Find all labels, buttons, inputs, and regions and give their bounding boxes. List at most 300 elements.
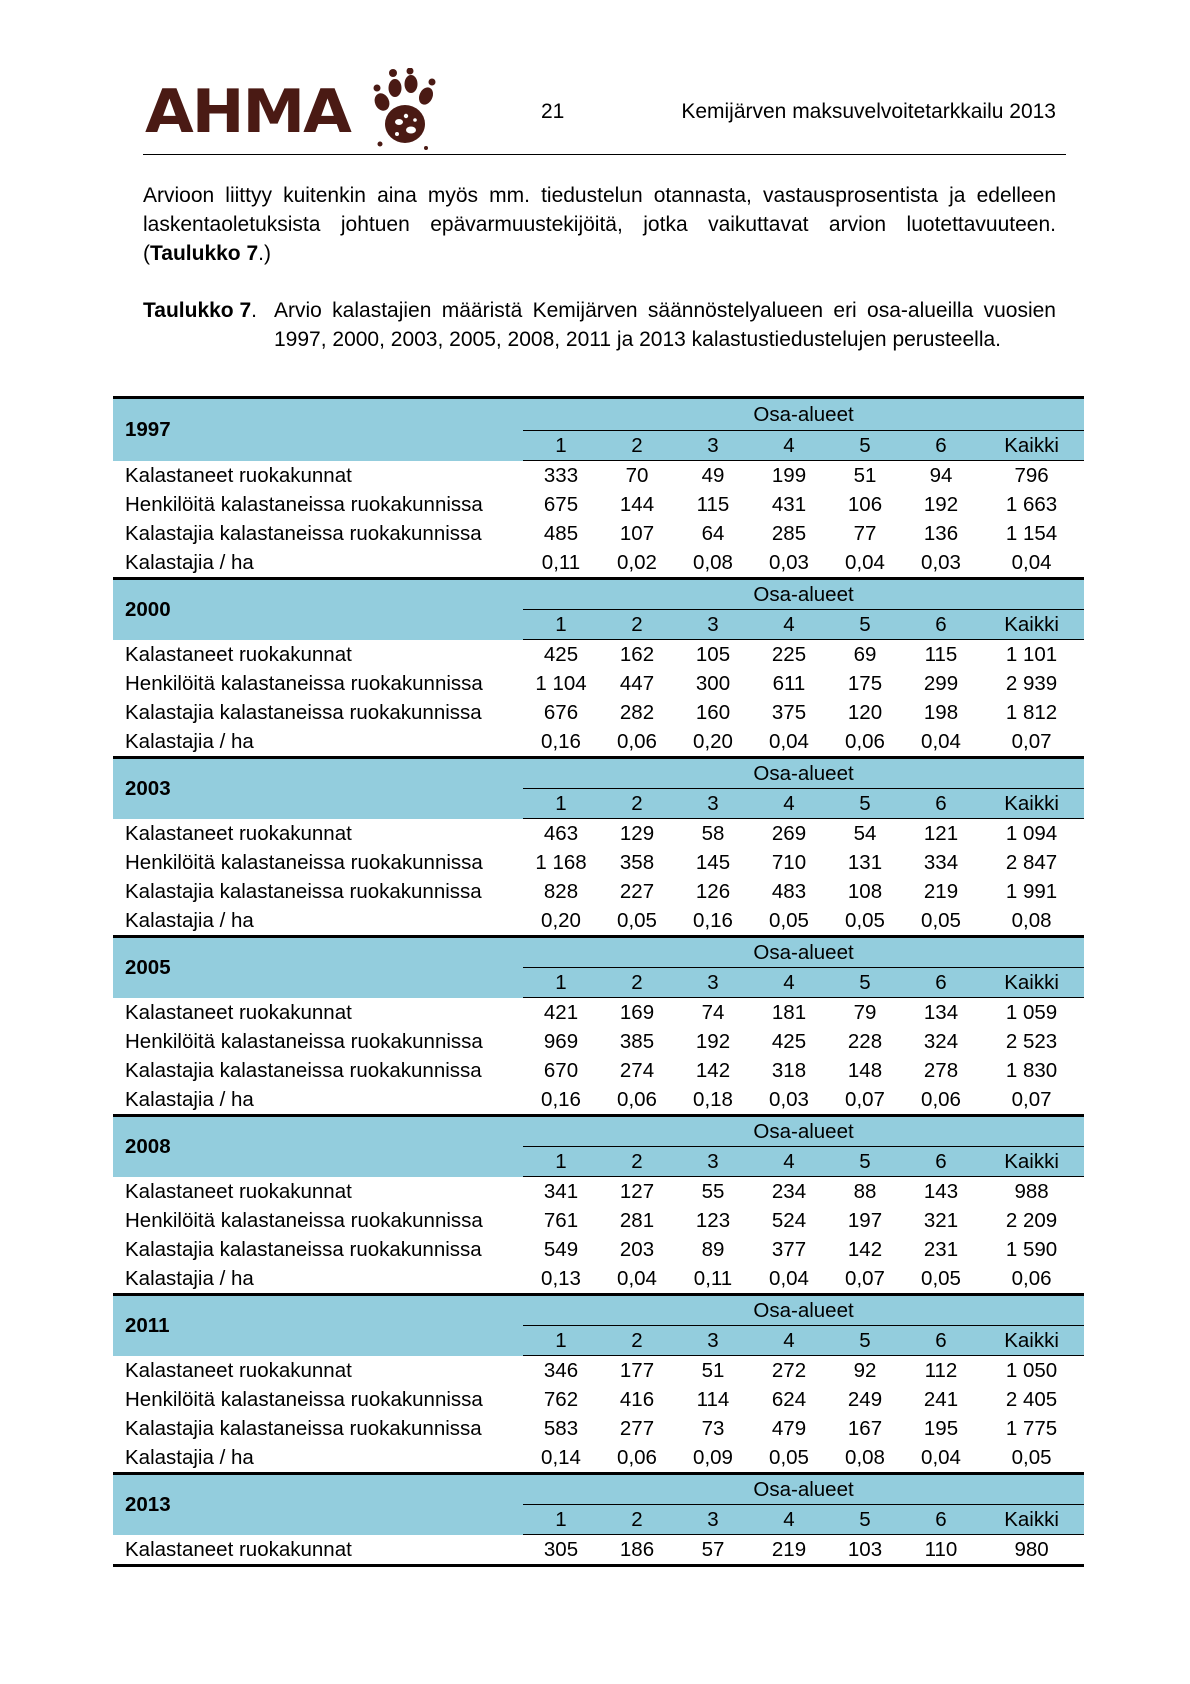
table-cell: 249	[847, 1388, 883, 1411]
column-header: 4	[751, 610, 827, 640]
table-row	[113, 698, 1084, 727]
row-label: Kalastajia / ha	[125, 730, 254, 753]
table-row	[113, 1027, 1084, 1056]
group-label: Osa-alueet	[523, 1295, 1084, 1326]
column-header: 6	[903, 1505, 979, 1535]
table-cell: 69	[853, 643, 877, 666]
table-cell: 321	[923, 1209, 959, 1232]
table-cell: 0,05	[769, 909, 809, 932]
table-cell: 64	[701, 522, 725, 545]
table-cell: 1 050	[1005, 1359, 1058, 1382]
table-row	[113, 1414, 1084, 1443]
table-row	[113, 1535, 1084, 1566]
column-header: 5	[827, 1326, 903, 1356]
table-cell: 0,04	[769, 1267, 809, 1290]
column-header: Kaikki	[979, 1505, 1084, 1535]
table-row	[113, 1356, 1084, 1386]
table-cell: 0,04	[845, 551, 885, 574]
row-label: Henkilöitä kalastaneissa ruokakunnissa	[125, 1030, 483, 1053]
column-header: 5	[827, 610, 903, 640]
column-header: 1	[523, 431, 599, 461]
table-cell: 0,06	[845, 730, 885, 753]
table-cell: 318	[771, 1059, 807, 1082]
column-header: 4	[751, 789, 827, 819]
table-cell: 0,06	[921, 1088, 961, 1111]
table-cell: 51	[701, 1359, 725, 1382]
table-cell: 980	[979, 1535, 1084, 1566]
table-row	[113, 727, 1084, 758]
column-header: Kaikki	[979, 789, 1084, 819]
row-label: Kalastajia / ha	[125, 1088, 254, 1111]
row-label: Kalastajia kalastaneissa ruokakunnissa	[125, 522, 482, 545]
row-label: Kalastaneet ruokakunnat	[125, 463, 352, 487]
table-cell: 142	[695, 1059, 731, 1082]
table-cell: 425	[543, 643, 579, 666]
column-header: 2	[599, 1147, 675, 1177]
table-cell: 105	[695, 643, 731, 666]
table-row	[113, 1206, 1084, 1235]
table-cell: 106	[847, 493, 883, 516]
table-row	[113, 848, 1084, 877]
table-cell: 447	[619, 672, 655, 695]
table-cell: 416	[619, 1388, 655, 1411]
table-cell: 136	[923, 522, 959, 545]
table-cell: 0,06	[617, 1088, 657, 1111]
column-header: 6	[903, 968, 979, 998]
table-cell: 108	[847, 880, 883, 903]
data-table	[113, 396, 1084, 1567]
table-cell: 73	[701, 1417, 725, 1440]
table-cell: 197	[847, 1209, 883, 1232]
table-cell: 0,16	[541, 730, 581, 753]
table-cell: 2 523	[1005, 1030, 1058, 1053]
table-row	[113, 548, 1084, 579]
fishers-table	[113, 396, 1084, 1567]
table-cell: 129	[619, 822, 655, 845]
table-cell: 195	[923, 1417, 959, 1440]
table-cell: 175	[847, 672, 883, 695]
table-cell: 0,09	[693, 1446, 733, 1469]
block-header-row	[113, 1474, 1084, 1505]
table-cell: 269	[771, 822, 807, 845]
table-cell: 199	[771, 464, 807, 487]
logo-text: AHMA	[145, 76, 350, 147]
table-cell: 79	[853, 1001, 877, 1024]
column-header: 6	[903, 1326, 979, 1356]
table-cell: 1 168	[535, 851, 587, 874]
table-cell: 305	[523, 1535, 599, 1566]
column-header: 4	[751, 1326, 827, 1356]
table-cell: 192	[695, 1030, 731, 1053]
table-cell: 1 094	[1005, 822, 1058, 845]
table-cell: 0,07	[1011, 1088, 1052, 1111]
table-cell: 0,03	[921, 551, 961, 574]
table-cell: 0,03	[769, 1088, 809, 1111]
table-row	[113, 669, 1084, 698]
column-header: 4	[751, 1147, 827, 1177]
table-cell: 198	[923, 701, 959, 724]
table-cell: 333	[543, 464, 579, 487]
table-cell: 181	[771, 1001, 807, 1024]
table-cell: 1 104	[535, 672, 587, 695]
table-cell: 0,04	[921, 730, 961, 753]
table-cell: 1 775	[1005, 1417, 1058, 1440]
table-cell: 0,11	[541, 551, 581, 574]
table-cell: 463	[543, 822, 579, 845]
table-cell: 162	[619, 643, 655, 666]
column-header: 5	[827, 431, 903, 461]
table-cell: 120	[847, 701, 883, 724]
table-cell: 0,16	[693, 909, 733, 932]
table-cell: 227	[619, 880, 655, 903]
column-header: Kaikki	[979, 431, 1084, 461]
table-row	[113, 640, 1084, 670]
table-row	[113, 998, 1084, 1028]
table-row	[113, 461, 1084, 491]
table-row	[113, 1177, 1084, 1207]
table-cell: 0,05	[1011, 1446, 1052, 1469]
column-header: 1	[523, 789, 599, 819]
table-cell: 285	[771, 522, 807, 545]
table-cell: 0,03	[769, 551, 809, 574]
column-header: Kaikki	[979, 1326, 1084, 1356]
table-cell: 1 830	[1005, 1059, 1058, 1082]
table-cell: 167	[847, 1417, 883, 1440]
table-cell: 110	[903, 1535, 979, 1566]
group-label: Osa-alueet	[523, 579, 1084, 610]
table-cell: 324	[923, 1030, 959, 1053]
table-cell: 144	[619, 493, 655, 516]
column-header: 3	[675, 431, 751, 461]
table-cell: 377	[771, 1238, 807, 1261]
column-header: 4	[751, 968, 827, 998]
block-year: 2013	[113, 1474, 523, 1535]
table-cell: 121	[923, 822, 959, 845]
table-cell: 1 154	[1005, 522, 1058, 545]
table-cell: 142	[847, 1238, 883, 1261]
table-cell: 0,05	[921, 909, 961, 932]
block-header-row	[113, 1295, 1084, 1326]
block-year: 2011	[113, 1295, 523, 1356]
table-cell: 611	[772, 672, 806, 695]
table-cell: 0,05	[921, 1267, 961, 1290]
table-cell: 0,20	[541, 909, 581, 932]
paw-icon	[368, 68, 438, 154]
column-header: 2	[599, 789, 675, 819]
table-cell: 0,06	[617, 730, 657, 753]
row-label: Kalastajia kalastaneissa ruokakunnissa	[125, 1059, 482, 1082]
table-cell: 483	[771, 880, 807, 903]
row-label: Kalastajia kalastaneissa ruokakunnissa	[125, 1238, 482, 1261]
row-label: Kalastaneet ruokakunnat	[125, 1000, 352, 1024]
table-cell: 796	[1014, 464, 1049, 487]
row-label: Henkilöitä kalastaneissa ruokakunnissa	[125, 1209, 483, 1232]
table-cell: 89	[701, 1238, 725, 1261]
table-cell: 828	[543, 880, 579, 903]
table-row	[113, 1235, 1084, 1264]
table-row	[113, 906, 1084, 937]
table-row	[113, 1385, 1084, 1414]
table-cell: 675	[543, 493, 579, 516]
table-cell: 131	[847, 851, 883, 874]
table-row	[113, 1264, 1084, 1295]
table-cell: 219	[751, 1535, 827, 1566]
table-cell: 231	[923, 1238, 959, 1261]
table-row	[113, 819, 1084, 849]
table-cell: 0,07	[845, 1088, 885, 1111]
table-cell: 228	[847, 1030, 883, 1053]
table-cell: 241	[923, 1388, 959, 1411]
block-header-row	[113, 579, 1084, 610]
table-cell: 0,08	[845, 1446, 885, 1469]
table-cell: 334	[923, 851, 959, 874]
row-label: Kalastajia / ha	[125, 1446, 254, 1469]
table-cell: 0,07	[845, 1267, 885, 1290]
caption-label-text: Taulukko 7	[143, 299, 252, 322]
column-header: 3	[675, 1505, 751, 1535]
table-cell: 0,18	[693, 1088, 733, 1111]
row-label: Kalastajia / ha	[125, 909, 254, 932]
table-cell: 299	[923, 672, 959, 695]
table-cell: 0,04	[769, 730, 809, 753]
group-label: Osa-alueet	[523, 758, 1084, 789]
table-cell: 192	[923, 493, 959, 516]
table-cell: 375	[771, 701, 807, 724]
table-cell: 55	[701, 1180, 725, 1203]
table-cell: 77	[853, 522, 877, 545]
table-cell: 186	[599, 1535, 675, 1566]
table-row	[113, 1443, 1084, 1474]
table-cell: 177	[619, 1359, 655, 1382]
table-cell: 0,06	[1011, 1267, 1052, 1290]
table-cell: 0,08	[1011, 909, 1052, 932]
table-cell: 127	[619, 1180, 655, 1203]
table-cell: 103	[827, 1535, 903, 1566]
table-cell: 762	[543, 1388, 579, 1411]
table-cell: 70	[625, 464, 649, 487]
column-header: 5	[827, 968, 903, 998]
block-year: 1997	[113, 398, 523, 461]
caption-label-dot: .	[251, 299, 257, 322]
table-row	[113, 1085, 1084, 1116]
table-cell: 54	[853, 822, 877, 845]
table-cell: 300	[695, 672, 731, 695]
column-header: Kaikki	[979, 610, 1084, 640]
table-cell: 281	[619, 1209, 655, 1232]
column-header: 2	[599, 1505, 675, 1535]
column-header: 5	[827, 789, 903, 819]
table-cell: 274	[619, 1059, 655, 1082]
table-row	[113, 1056, 1084, 1085]
table-cell: 94	[929, 464, 953, 487]
table-cell: 123	[695, 1209, 731, 1232]
block-year: 2005	[113, 937, 523, 998]
table-cell: 524	[771, 1209, 807, 1232]
column-header: 1	[523, 1147, 599, 1177]
group-label: Osa-alueet	[523, 398, 1084, 431]
table-cell: 225	[771, 643, 807, 666]
column-header: 1	[523, 610, 599, 640]
column-header: 4	[751, 1505, 827, 1535]
row-label: Henkilöitä kalastaneissa ruokakunnissa	[125, 672, 483, 695]
table-cell: 1 059	[1005, 1001, 1058, 1024]
column-header: Kaikki	[979, 1147, 1084, 1177]
column-header: 6	[903, 431, 979, 461]
block-year: 2000	[113, 579, 523, 640]
table-cell: 425	[771, 1030, 807, 1053]
table-cell: 49	[701, 464, 725, 487]
table-cell: 0,04	[1011, 551, 1052, 574]
row-label: Kalastajia kalastaneissa ruokakunnissa	[125, 880, 482, 903]
table-cell: 169	[619, 1001, 655, 1024]
table-cell: 0,11	[693, 1267, 733, 1290]
table-cell: 761	[543, 1209, 579, 1232]
group-label: Osa-alueet	[523, 1116, 1084, 1147]
block-header-row	[113, 937, 1084, 968]
block-year: 2003	[113, 758, 523, 819]
table-cell: 676	[543, 701, 579, 724]
table-cell: 485	[543, 522, 579, 545]
table-cell: 1 101	[1005, 643, 1058, 666]
table-cell: 0,14	[541, 1446, 581, 1469]
table-cell: 1 991	[1005, 880, 1058, 903]
column-header: 1	[523, 1505, 599, 1535]
column-header: 6	[903, 789, 979, 819]
table-cell: 583	[543, 1417, 579, 1440]
table-cell: 115	[924, 643, 958, 666]
table-cell: 277	[619, 1417, 655, 1440]
table-cell: 2 405	[1005, 1388, 1058, 1411]
column-header: 1	[523, 1326, 599, 1356]
row-label: Henkilöitä kalastaneissa ruokakunnissa	[125, 493, 483, 516]
column-header: 6	[903, 1147, 979, 1177]
block-header-row	[113, 758, 1084, 789]
page-number: 21	[541, 100, 565, 123]
table-cell: 1 812	[1005, 701, 1058, 724]
page-header	[143, 68, 1066, 155]
block-year: 2008	[113, 1116, 523, 1177]
row-label: Kalastaneet ruokakunnat	[125, 1358, 352, 1382]
paragraph-text: Arvioon liittyy kuitenkin aina myös mm. tiedustelun otannasta, vastausprosentista ja edelleen laskentaoletuksista johtuen epävarmuustekijöitä, jotka vaikuttavat arvion luotettavuuteen. (	[143, 184, 1056, 265]
table-row	[113, 877, 1084, 906]
table-row	[113, 519, 1084, 548]
table-cell: 670	[543, 1059, 579, 1082]
table-cell: 219	[923, 880, 959, 903]
row-label: Henkilöitä kalastaneissa ruokakunnissa	[125, 851, 483, 874]
table-cell: 57	[675, 1535, 751, 1566]
column-header: 2	[599, 968, 675, 998]
table-cell: 479	[771, 1417, 807, 1440]
table-cell: 969	[543, 1030, 579, 1053]
column-header: 2	[599, 1326, 675, 1356]
table-cell: 358	[619, 851, 655, 874]
table-cell: 0,06	[617, 1446, 657, 1469]
table-cell: 51	[853, 464, 877, 487]
column-header: 2	[599, 610, 675, 640]
block-header-row	[113, 1116, 1084, 1147]
table-row	[113, 490, 1084, 519]
table-cell: 145	[695, 851, 731, 874]
table-cell: 234	[771, 1180, 807, 1203]
column-header: 3	[675, 1147, 751, 1177]
column-header: 2	[599, 431, 675, 461]
column-header: 1	[523, 968, 599, 998]
row-label: Kalastajia / ha	[125, 1267, 254, 1290]
row-label: Henkilöitä kalastaneissa ruokakunnissa	[125, 1388, 483, 1411]
table-cell: 346	[543, 1359, 579, 1382]
caption-label	[143, 296, 257, 325]
table-cell: 1 663	[1005, 493, 1058, 516]
column-header: Kaikki	[979, 968, 1084, 998]
group-label: Osa-alueet	[523, 1474, 1084, 1505]
table-cell: 160	[695, 701, 731, 724]
table-cell: 0,04	[921, 1446, 961, 1469]
column-header: 3	[675, 1326, 751, 1356]
table-cell: 421	[543, 1001, 579, 1024]
table-cell: 0,13	[541, 1267, 581, 1290]
header-title: Kemijärven maksuvelvoitetarkkailu 2013	[681, 100, 1056, 123]
row-label: Kalastaneet ruokakunnat	[125, 1179, 352, 1203]
block-header-row	[113, 398, 1084, 431]
table-cell: 624	[771, 1388, 807, 1411]
table-cell: 74	[701, 1001, 725, 1024]
table-cell: 549	[543, 1238, 579, 1261]
table-cell: 710	[771, 851, 807, 874]
row-label: Kalastaneet ruokakunnat	[113, 1535, 523, 1566]
table-cell: 92	[853, 1359, 877, 1382]
column-header: 3	[675, 610, 751, 640]
table-cell: 431	[771, 493, 807, 516]
table-cell: 107	[619, 522, 655, 545]
row-label: Kalastaneet ruokakunnat	[125, 821, 352, 845]
table-cell: 272	[771, 1359, 807, 1382]
table-cell: 126	[695, 880, 731, 903]
table-cell: 278	[923, 1059, 959, 1082]
column-header: 6	[903, 610, 979, 640]
table-cell: 203	[619, 1238, 655, 1261]
row-label: Kalastajia kalastaneissa ruokakunnissa	[125, 1417, 482, 1440]
row-label: Kalastajia / ha	[125, 551, 254, 574]
table-cell: 148	[847, 1059, 883, 1082]
caption-text: Arvio kalastajien määristä Kemijärven säännöstelyalueen eri osa-alueilla vuosien 1997, 2000, 2003, 2005, 2008, 2011 ja 2013 kalastustiedustelujen perusteella.	[274, 299, 1056, 351]
table-cell: 88	[853, 1180, 877, 1203]
table-cell: 0,05	[769, 1446, 809, 1469]
row-label: Kalastajia kalastaneissa ruokakunnissa	[125, 701, 482, 724]
table-cell: 114	[696, 1388, 730, 1411]
table-cell: 2 939	[1005, 672, 1058, 695]
table-cell: 0,07	[1011, 730, 1052, 753]
table-cell: 143	[923, 1180, 959, 1203]
table-cell: 115	[696, 493, 730, 516]
table-cell: 0,20	[693, 730, 733, 753]
table-cell: 282	[619, 701, 655, 724]
table-cell: 0,02	[617, 551, 657, 574]
table-cell: 1 590	[1005, 1238, 1058, 1261]
table-cell: 988	[1014, 1180, 1049, 1203]
group-label: Osa-alueet	[523, 937, 1084, 968]
row-label: Kalastaneet ruokakunnat	[125, 642, 352, 666]
column-header: 4	[751, 431, 827, 461]
table-reference: Taulukko 7	[150, 242, 259, 265]
paragraph-end: .)	[258, 242, 271, 265]
table-cell: 0,05	[617, 909, 657, 932]
table-cell: 2 209	[1005, 1209, 1058, 1232]
table-cell: 341	[543, 1180, 579, 1203]
column-header: 5	[827, 1147, 903, 1177]
table-cell: 0,16	[541, 1088, 581, 1111]
table-cell: 112	[924, 1359, 958, 1382]
column-header: 3	[675, 789, 751, 819]
